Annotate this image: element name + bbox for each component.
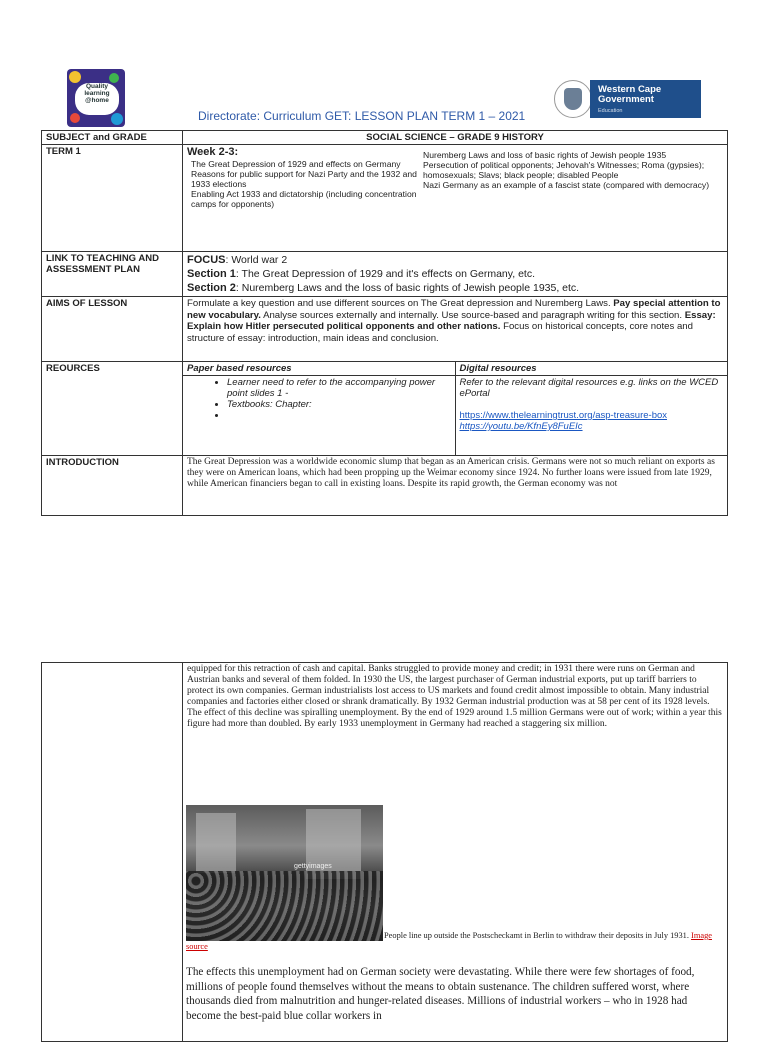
- focus-label: FOCUS: [187, 254, 226, 266]
- subject-value: SOCIAL SCIENCE – GRADE 9 HISTORY: [183, 131, 728, 145]
- treasure-box-link[interactable]: https://www.thelearningtrust.org/asp-treasure-box: [459, 410, 668, 421]
- link-label: LINK TO TEACHING AND ASSESSMENT PLAN: [42, 252, 183, 297]
- section1-label: Section 1: [187, 268, 236, 280]
- paper-resources-list: [187, 377, 451, 421]
- section2-label: Section 2: [187, 282, 236, 294]
- logo-text: Quality learning @home: [75, 83, 119, 115]
- directorate-title: Directorate: Curriculum GET: LESSON PLAN TERM 1 – 2021: [198, 109, 526, 123]
- list-item: • Learner need to refer to the accompanying power point slides 1 -: [227, 377, 451, 399]
- resources-table: [183, 362, 728, 455]
- aims-emphasis: Pay special attention to new vocabulary.: [187, 298, 721, 321]
- aims-emphasis: Essay: Explain how Hitler persecuted political opponents and other nations.: [187, 309, 716, 332]
- caption-text: People line up outside the Postscheckamt in Berlin to withdraw their deposits in July 1931.: [384, 931, 692, 940]
- week-heading: Week 2-3:: [187, 146, 239, 158]
- aims-label: AIMS OF LESSON: [42, 297, 183, 362]
- effects-paragraph: The effects this unemployment had on German society were devastating. While there were few shortages of food, millions of people found themselves without the means to obtain sustenance. The children suffered worst, where thousands died from malnutrition and hunger-related diseases. Millions of industrial workers – who in 1928 had become the best-paid blue collar workers in: [186, 966, 695, 1022]
- gov-line3: Education: [598, 108, 623, 114]
- lesson-plan-table: [41, 130, 728, 516]
- digital-resources-text: Refer to the relevant digital resources e.g. links on the WCED ePortal: [459, 377, 719, 399]
- term-topic: Enabling Act 1933 and dictatorship (including concentration camps for opponents): [191, 189, 417, 209]
- quality-learning-logo: [67, 69, 125, 127]
- gov-line2: Government: [598, 94, 654, 105]
- term-topic: Nazi Germany as an example of a fascist state (compared with democracy): [423, 180, 710, 190]
- aims-part: Formulate a key question and use different sources on The Great depression and Nuremberg Laws.: [187, 298, 614, 309]
- introduction-text: The Great Depression was a worldwide economic slump that began as an American crisis. Germans were not so much reliant on exports as they were on American loans, which had been propping up the Weimar economy since 1924. No further loans were issued from late 1929, while American financiers began to call in existing loans. Despite its rapid growth, the German economy was not: [183, 455, 728, 515]
- empty-label-cell: [42, 663, 183, 1042]
- term-topic: Persecution of political opponents; Jehovah's Witnesses; Roma (gypsies); homosexuals; Slavs; black people; disabled People: [423, 160, 705, 180]
- aims-part: Focus on historical concepts, core notes and structure of essay: introduction, main ideas and conclusion.: [187, 321, 693, 344]
- aims-part: Analyse sources externally and internally. Use source-based and paragraph writing for this section.: [260, 309, 685, 321]
- continued-paragraph: equipped for this retraction of cash and capital. Banks struggled to provide money and credit; in 1931 there were runs on German and Austrian banks and several of them folded. In 1930 the US, the largest purchaser of German industrial exports, put up tariff barriers to protect its own companies. German industrialists lost access to US markets and found credit almost impossible to obtain. Many industrial companies and factories either closed or shrank dramatically. By 1932 German industrial production was at 58 per cent of its 1928 levels. The effect of this decline was spiralling unemployment. By the end of 1929 around 1.5 million Germans were out of work; within a year this figure had more than doubled. By early 1933 unemployment in Germany had reached a staggering six million.: [187, 664, 722, 729]
- crest-icon: [554, 80, 592, 118]
- photo-caption: [186, 930, 722, 952]
- gov-line1: Western Cape: [598, 84, 662, 95]
- term-topic: Nuremberg Laws and loss of basic rights of Jewish people 1935: [423, 150, 667, 160]
- berlin-bank-queue-photo: [186, 805, 383, 941]
- section2-value: : Nuremberg Laws and the loss of basic rights of Jewish people 1935, etc.: [235, 282, 580, 294]
- list-item: • Textbooks: Chapter:: [227, 399, 451, 410]
- youtube-link[interactable]: https://youtu.be/KfnEy8FuEIc: [459, 421, 583, 432]
- introduction-label: INTRODUCTION: [42, 455, 183, 515]
- term-topics-left: [187, 159, 421, 209]
- term-label: TERM 1: [42, 145, 183, 252]
- western-cape-government-logo: [554, 80, 701, 118]
- image-source-link[interactable]: Image source: [186, 931, 712, 951]
- term-topic: Reasons for public support for Nazi Party and the 1932 and 1933 elections: [191, 169, 417, 189]
- subject-label: SUBJECT and GRADE: [42, 131, 183, 145]
- section1-value: : The Great Depression of 1929 and it's effects on Germany, etc.: [235, 268, 535, 280]
- resources-label: REOURCES: [42, 362, 183, 456]
- list-item: [227, 410, 451, 421]
- term-topics-right: [421, 150, 718, 209]
- term-topic: The Great Depression of 1929 and effects on Germany: [191, 159, 401, 169]
- photo-watermark: gettyimages: [294, 863, 332, 870]
- digital-resources-heading: Digital resources: [455, 362, 728, 376]
- paper-resources-heading: Paper based resources: [183, 362, 455, 376]
- aims-text: [183, 297, 728, 362]
- focus-value: : World war 2: [225, 254, 288, 266]
